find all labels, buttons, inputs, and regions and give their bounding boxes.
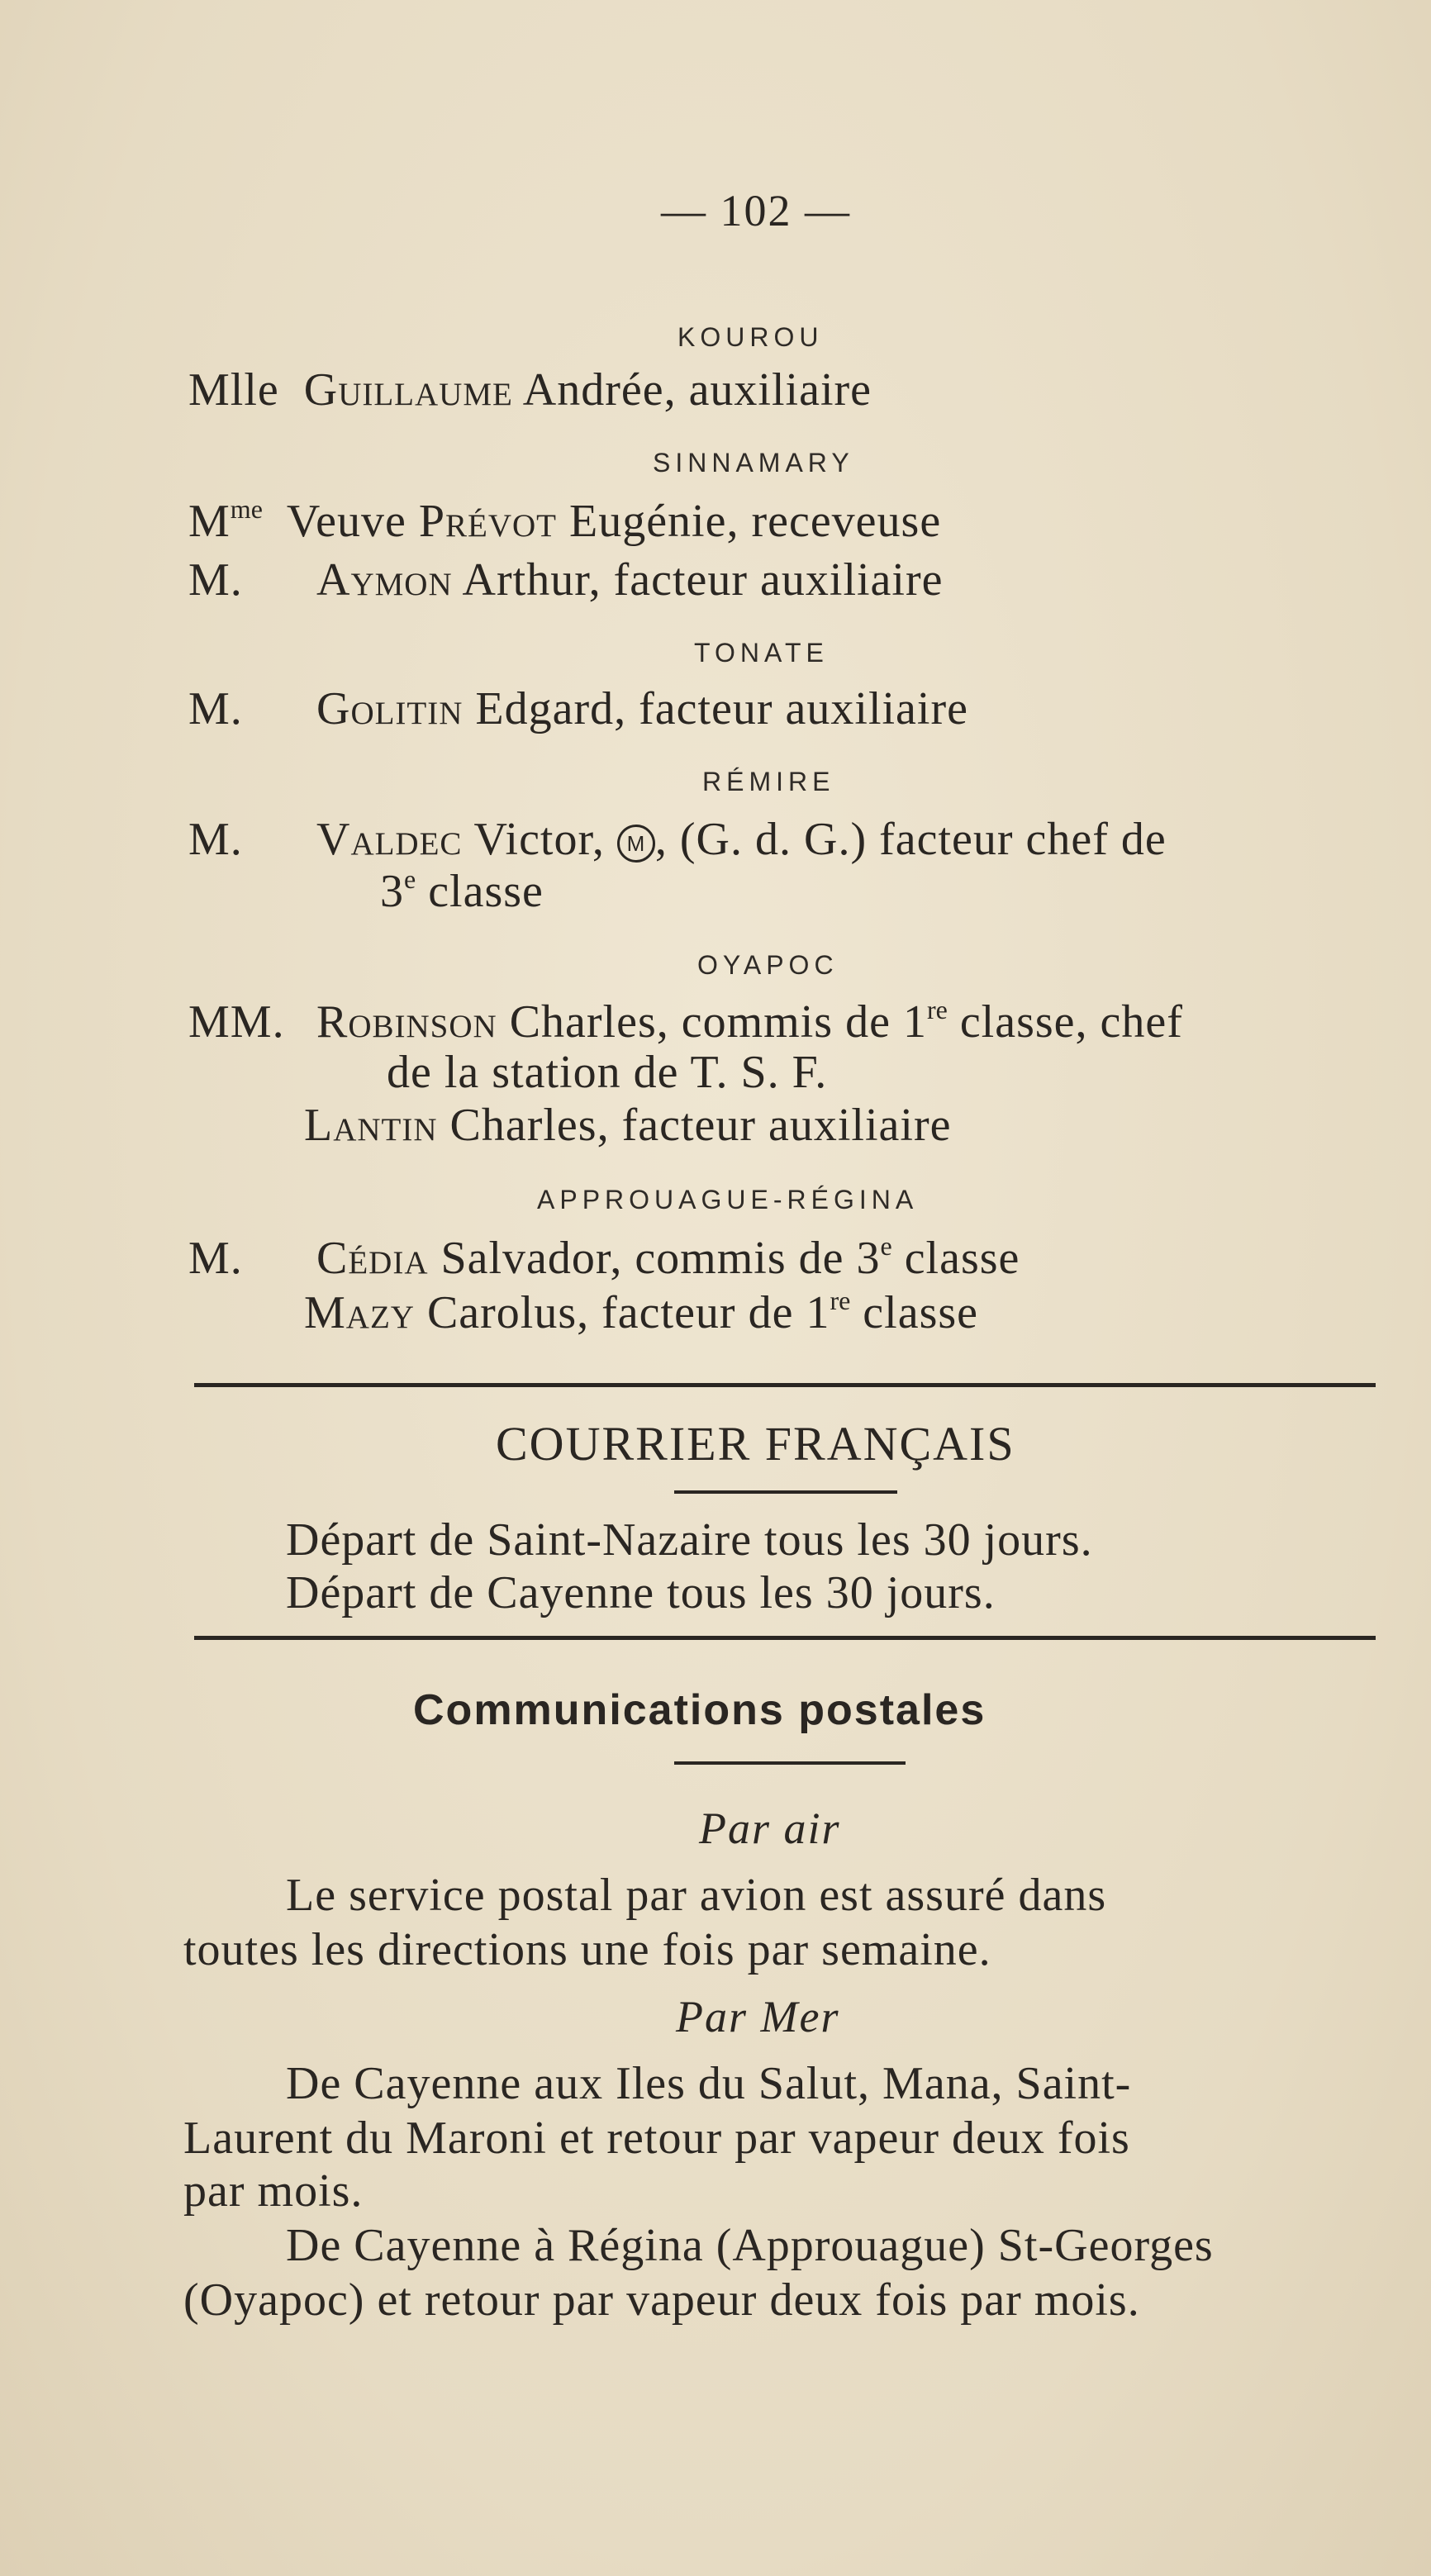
entry-prefix: Veuve bbox=[286, 496, 406, 547]
par-air-text-1: Le service postal par avion est assuré dans bbox=[286, 1870, 1107, 1921]
entry-details: Arthur, facteur auxiliaire bbox=[462, 554, 944, 606]
place-heading-remire: RÉMIRE bbox=[702, 767, 835, 796]
entry-title: Mlle bbox=[188, 364, 279, 416]
section-divider bbox=[194, 1383, 1376, 1387]
entry-prevot bbox=[188, 494, 941, 548]
place-heading-approuague: APPROUAGUE-RÉGINA bbox=[537, 1185, 919, 1214]
entry-aymon bbox=[188, 554, 943, 606]
entry-details: Edgard, facteur auxiliaire bbox=[475, 683, 968, 734]
entry-details: Victor, bbox=[473, 814, 605, 865]
entry-golitin bbox=[188, 682, 968, 735]
entry-details: Eugénie, receveuse bbox=[568, 496, 942, 547]
entry-surname: Guillaume bbox=[303, 364, 513, 416]
entry-lantin bbox=[304, 1099, 951, 1152]
heading-par-air: Par air bbox=[699, 1804, 841, 1853]
entry-title: M. bbox=[188, 554, 243, 606]
medal-icon: M bbox=[617, 825, 655, 863]
entry-title: MM. bbox=[188, 996, 285, 1048]
place-heading-sinnamary: SINNAMARY bbox=[653, 448, 854, 478]
entry-valdec-continued: 3e classe bbox=[380, 864, 544, 917]
entry-surname: Aymon bbox=[316, 554, 453, 606]
entry-surname: Mazy bbox=[304, 1287, 415, 1338]
entry-title: $M^{me}$ bbox=[188, 494, 263, 547]
title-underline bbox=[674, 1490, 897, 1494]
entry-guillaume bbox=[188, 364, 872, 416]
entry-details-cont: , (G. d. G.) facteur chef de bbox=[654, 814, 1167, 865]
entry-robinson: MM. Robinson Charles, commis de 1re classe, chef bbox=[188, 995, 1183, 1048]
par-mer-p2-line-2: (Oyapoc) et retour par vapeur deux fois par mois. bbox=[183, 2274, 1140, 2326]
page-number: — 102 — bbox=[661, 186, 851, 235]
courrier-line-2: Départ de Cayenne tous les 30 jours. bbox=[286, 1567, 996, 1618]
entry-cedia: M. Cédia Salvador, commis de 3e classe bbox=[188, 1231, 1020, 1284]
place-heading-kourou: KOUROU bbox=[677, 322, 824, 352]
courrier-line-1: Départ de Saint-Nazaire tous les 30 jours. bbox=[286, 1514, 1093, 1566]
entry-title: M. bbox=[188, 1233, 243, 1284]
title-underline bbox=[674, 1761, 906, 1765]
section-title-communications: Communications postales bbox=[413, 1686, 986, 1734]
place-heading-oyapoc: OYAPOC bbox=[697, 950, 839, 980]
par-mer-p1-line-3: par mois. bbox=[183, 2165, 364, 2217]
entry-title: M. bbox=[188, 683, 243, 734]
entry-surname: Prévot bbox=[418, 496, 557, 547]
par-mer-p1-line-2: Laurent du Maroni et retour par vapeur deux fois bbox=[183, 2113, 1130, 2164]
section-divider bbox=[194, 1636, 1376, 1640]
entry-surname: Lantin bbox=[304, 1100, 438, 1151]
entry-valdec bbox=[188, 813, 1167, 866]
place-heading-tonate: TONATE bbox=[694, 638, 829, 668]
entry-surname: Robinson bbox=[316, 996, 497, 1048]
entry-details: Andrée, auxiliaire bbox=[522, 364, 872, 416]
entry-mazy: Mazy Carolus, facteur de 1re classe bbox=[304, 1286, 979, 1338]
entry-surname: Golitin bbox=[316, 683, 464, 734]
section-title-courrier: COURRIER FRANÇAIS bbox=[496, 1417, 1015, 1471]
par-mer-p1-line-1: De Cayenne aux Iles du Salut, Mana, Saint- bbox=[286, 2058, 1132, 2109]
heading-par-mer: Par Mer bbox=[676, 1992, 840, 2041]
entry-surname: Cédia bbox=[316, 1233, 429, 1284]
entry-title: M. bbox=[188, 814, 243, 865]
par-mer-p2-line-1: De Cayenne à Régina (Approuague) St-Georges bbox=[286, 2220, 1214, 2271]
par-air-text-2: toutes les directions une fois par semaine. bbox=[183, 1924, 991, 1975]
entry-robinson-continued: de la station de T. S. F. bbox=[387, 1047, 828, 1098]
entry-details: Charles, facteur auxiliaire bbox=[449, 1100, 952, 1151]
entry-surname: Valdec bbox=[316, 814, 463, 865]
